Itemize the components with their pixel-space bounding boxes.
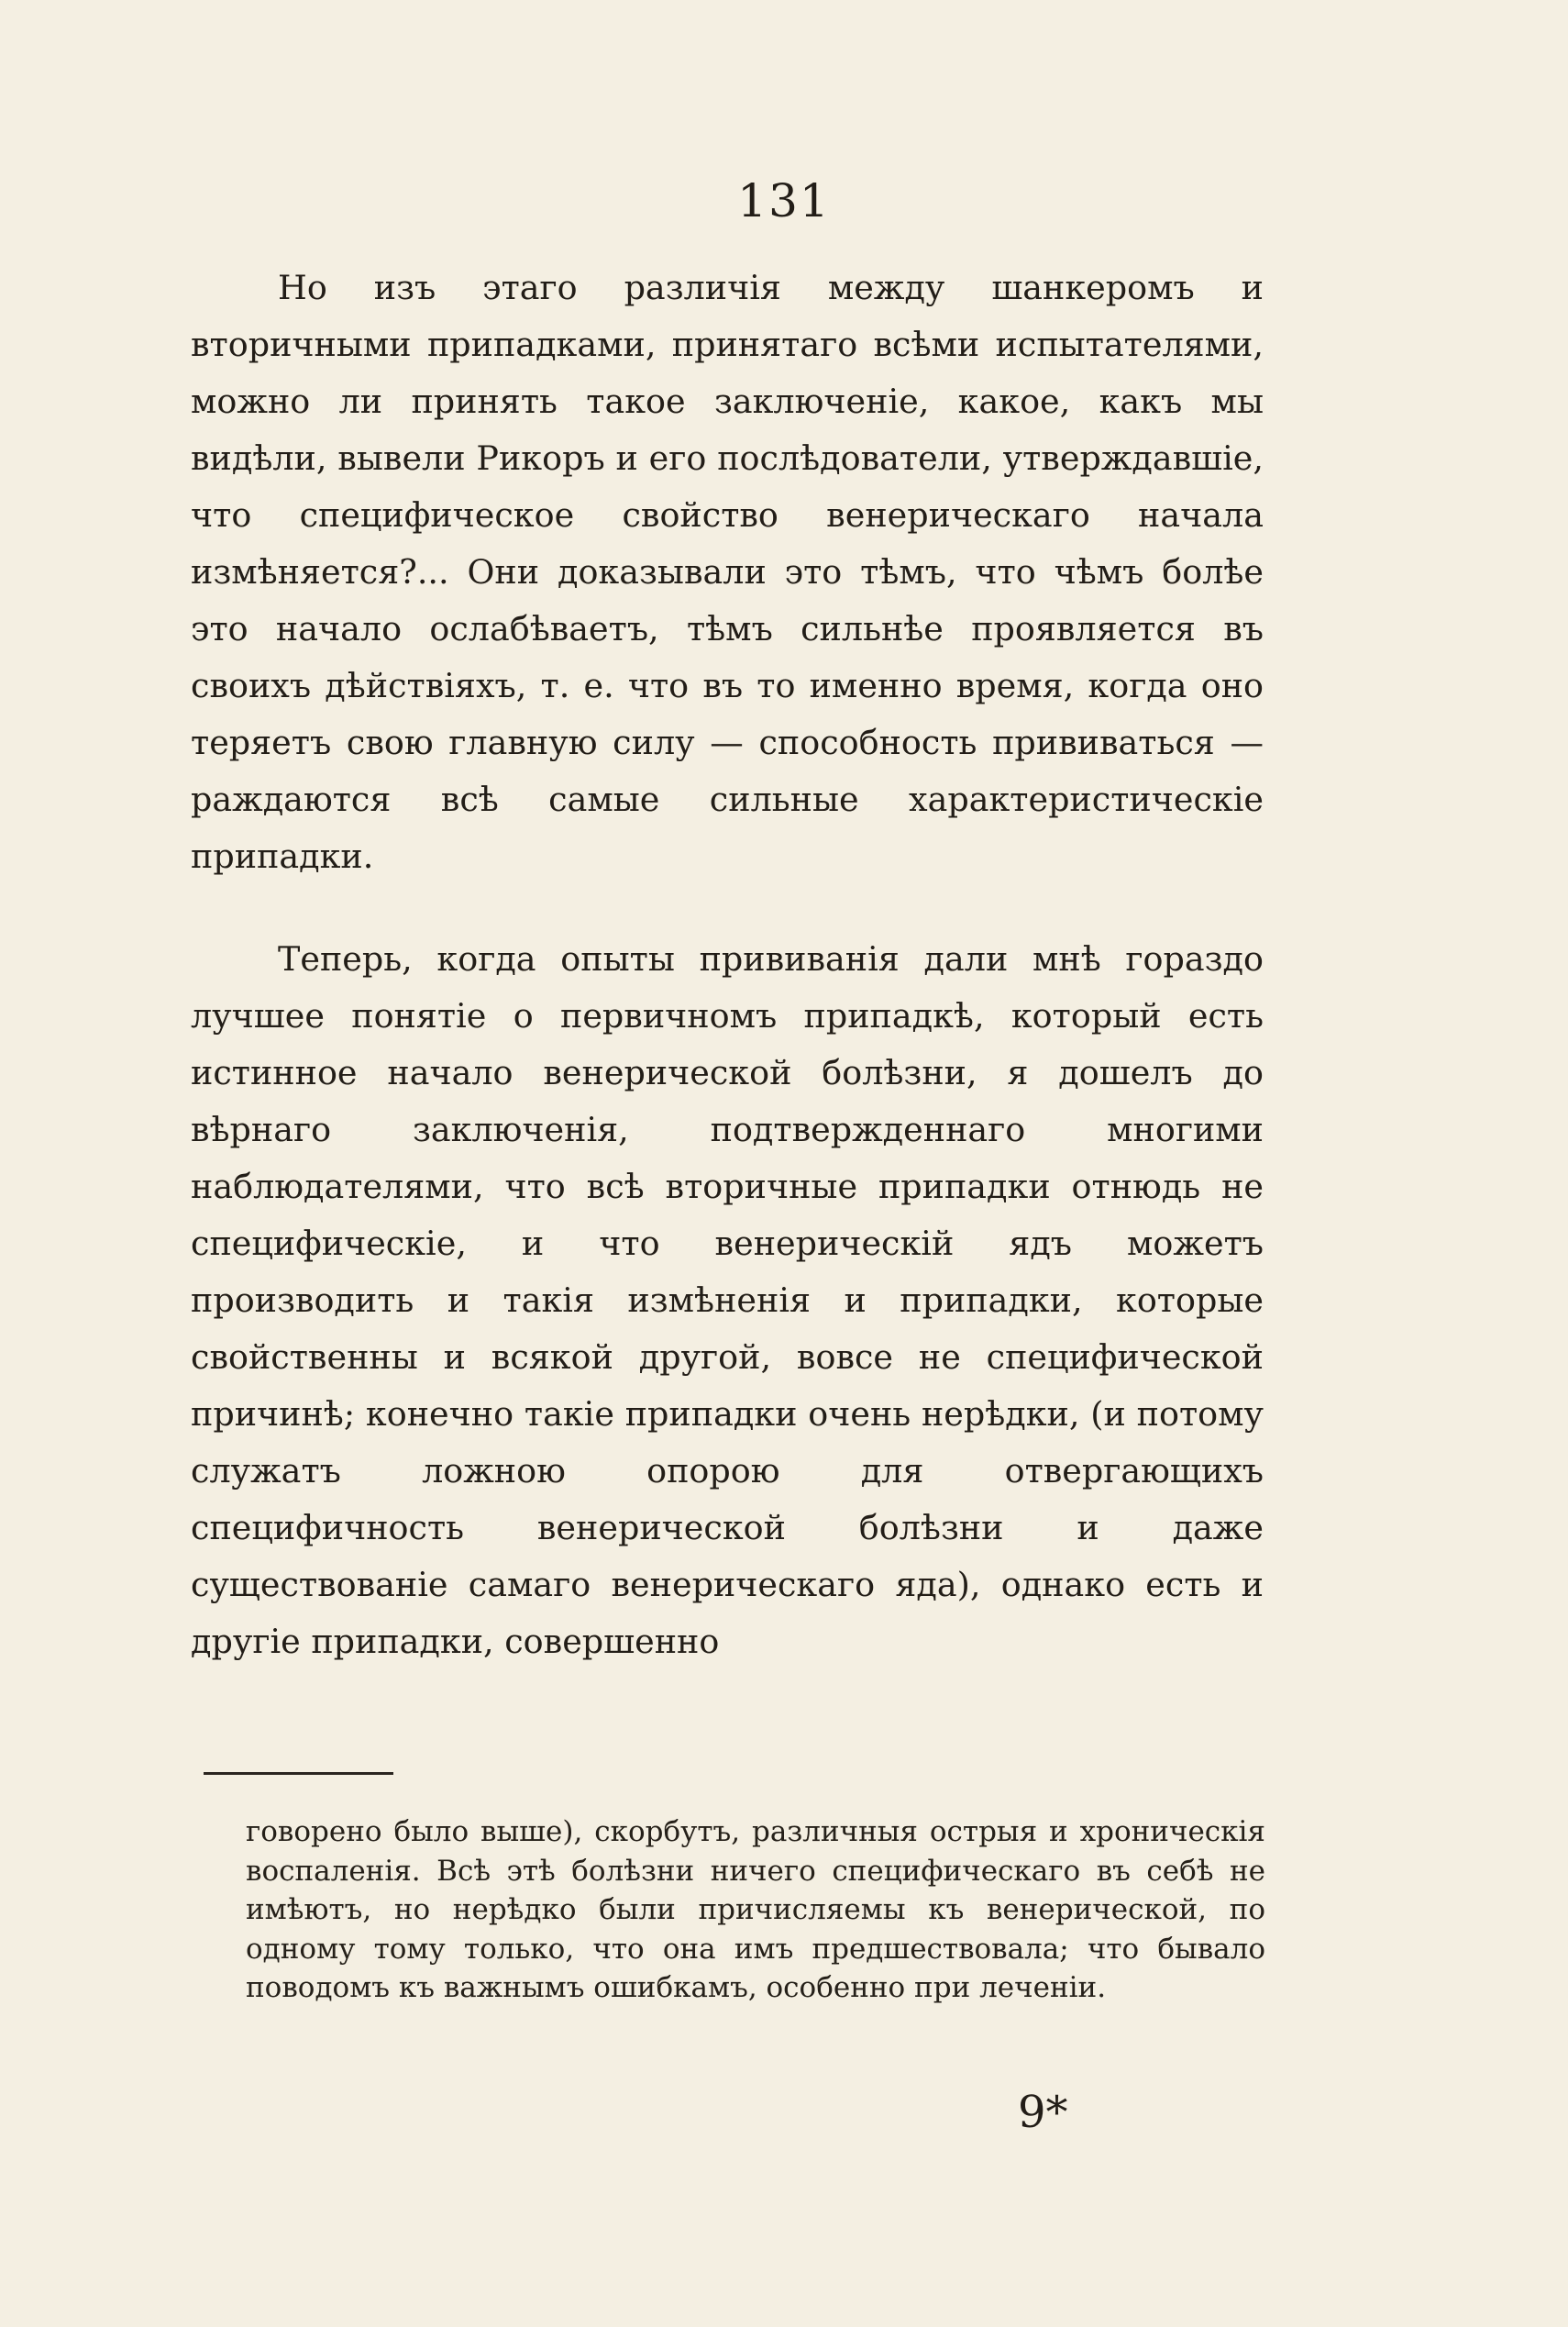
- page-number: 131: [737, 174, 831, 227]
- signature-mark: 9*: [1018, 2087, 1068, 2138]
- paragraph: Но изъ этаго различія между шанкеромъ и вторичными припадками, принятаго всѣми испытателями, можно ли принять такое заключеніе, какое, какъ мы видѣли, вывели Рикоръ и его послѣдователи, утверждавшіе, что специфическое свойство венерическаго начала измѣняется?... Они доказывали это тѣмъ, что чѣмъ болѣе это начало ослабѣваетъ, тѣмъ сильнѣе проявляется въ своихъ дѣйствіяхъ, т. е. что въ то именно время, когда оно теряетъ свою главную силу — способность прививаться — раждаются всѣ самые сильные характеристическіе припадки.: [191, 268, 1264, 876]
- paragraph: Теперь, когда опыты прививанія дали мнѣ гораздо лучшее понятіе о первичномъ припадкѣ, который есть истинное начало венерической болѣзни, я дошелъ до вѣрнаго заключенія, подтвержденнаго многими наблюдателями, что всѣ вторичные припадки отнюдь не специфическіе, и что венерическій ядъ можетъ производить и такія измѣненія и припадки, которые свойственны и всякой другой, вовсе не специфической причинѣ; конечно такіе припадки очень нерѣдки, (и потому служатъ ложною опорою для отвергающихъ специфичность венерической болѣзни и даже существованіе самаго венерическаго яда), однако есть и другіе припадки, совершенно: [191, 939, 1264, 1661]
- footnote-text: говорено было выше), скорбутъ, различныя острыя и хроническія воспаленія. Всѣ этѣ болѣзни ничего специфическаго въ себѣ не имѣютъ, но нерѣдко были причисляемы къ венерической, по одному тому только, что она имъ предшествовала; что бывало поводомъ къ важнымъ ошибкамъ, особенно при леченіи.: [246, 1815, 1265, 2004]
- footnote-divider: [204, 1772, 393, 1775]
- main-text-block: [191, 260, 1264, 1670]
